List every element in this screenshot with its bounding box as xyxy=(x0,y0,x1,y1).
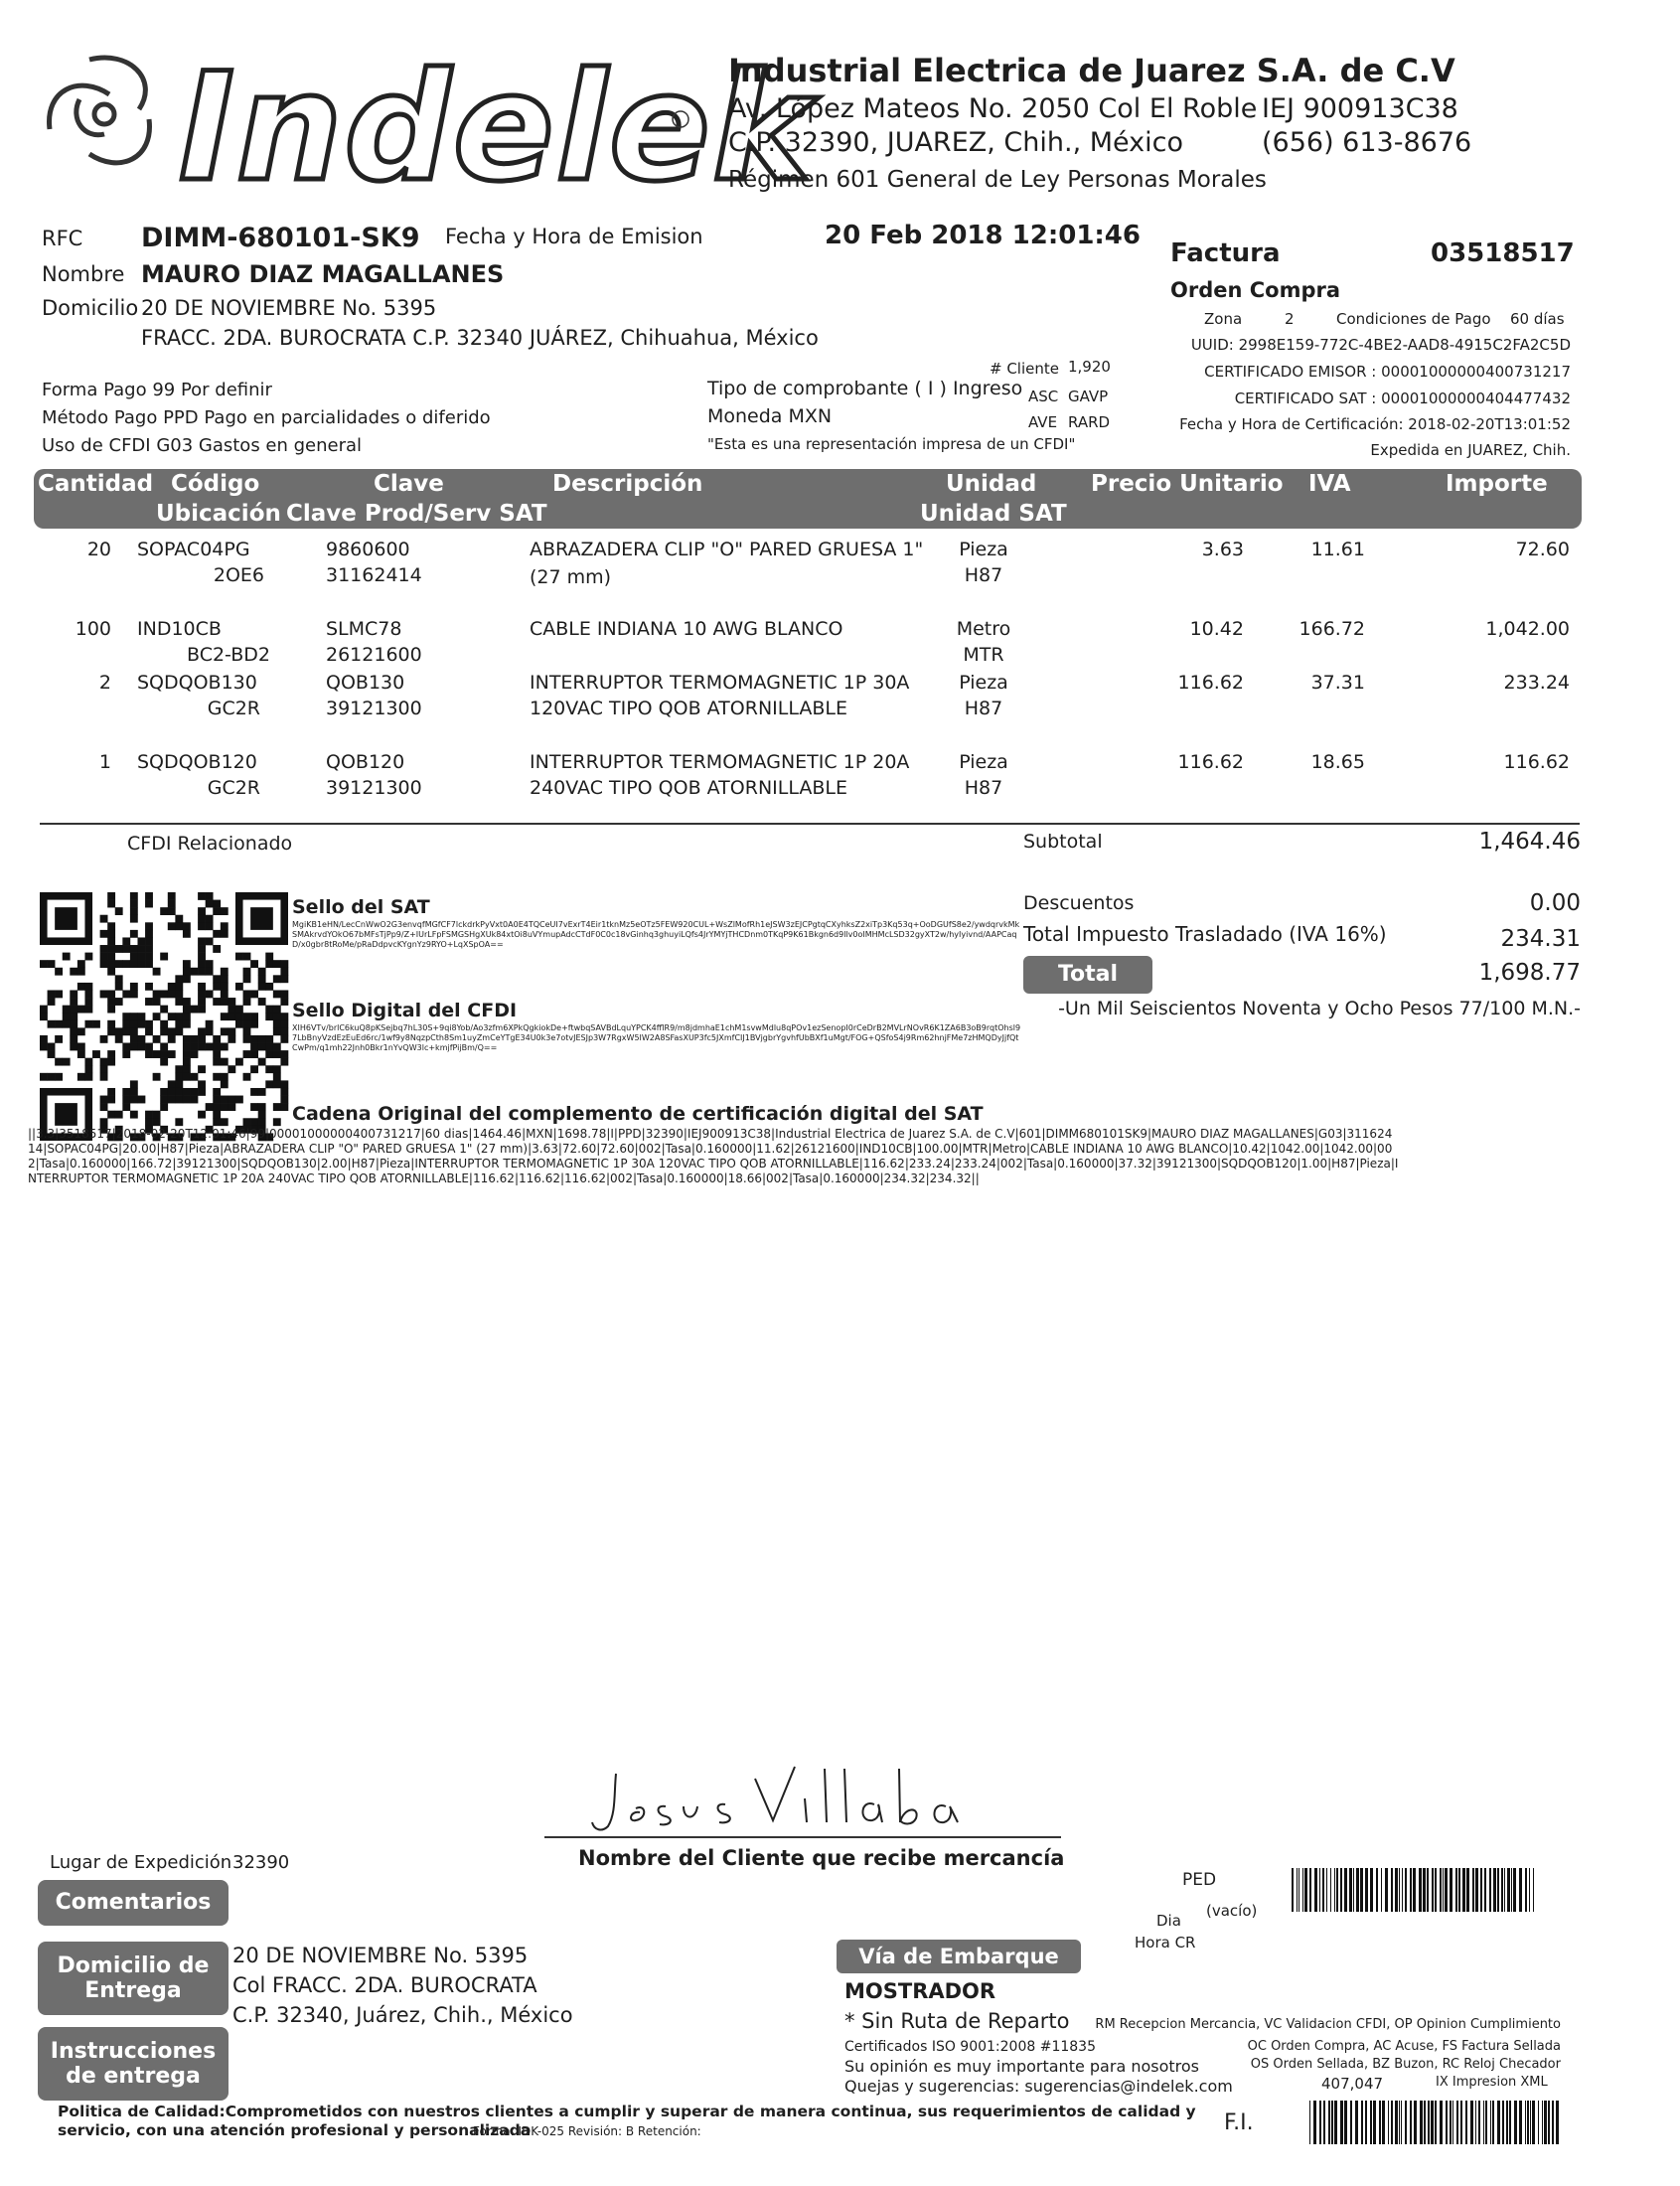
factura-number: 03518517 xyxy=(1431,238,1575,268)
orden-compra-label: Orden Compra xyxy=(1170,278,1341,302)
forma-revision: Forma: IDK-025 Revisión: B Retención: xyxy=(473,2124,701,2138)
client-rfc: DIMM-680101-SK9 xyxy=(141,223,420,253)
domicilio-entrega-line3: C.P. 32340, Juárez, Chih., México xyxy=(232,2003,573,2027)
row-cantidad: 2 xyxy=(98,672,111,694)
asc-label: ASC xyxy=(1028,388,1059,405)
fecha-label: Fecha y Hora de Emision xyxy=(445,225,703,248)
code-number: 407,047 xyxy=(1321,2075,1384,2093)
domicilio-label: Domicilio xyxy=(42,296,139,320)
mostrador-label: MOSTRADOR xyxy=(844,1979,996,2003)
row-importe: 233.24 xyxy=(1503,672,1570,694)
descuentos-label: Descuentos xyxy=(1023,892,1135,914)
row-unidad-sat: MTR xyxy=(963,644,1004,666)
vacio-label: (vacío) xyxy=(1206,1902,1258,1920)
quejas-text: Quejas y sugerencias: sugerencias@indelek.com xyxy=(844,2077,1233,2096)
row-cantidad: 100 xyxy=(75,618,111,640)
via-embarque-label: Vía de Embarque xyxy=(837,1940,1081,1973)
row-desc1: ABRAZADERA CLIP "O" PARED GRUESA 1" xyxy=(530,539,924,560)
qr-code-icon xyxy=(40,892,288,1141)
asc-value: GAVP xyxy=(1068,388,1109,405)
cliente-number: 1,920 xyxy=(1068,358,1111,376)
dia-label: Dia xyxy=(1156,1912,1181,1930)
total-en-letra: -Un Mil Seiscientos Noventa y Ocho Pesos 77/100 M.N.- xyxy=(1058,998,1581,1019)
total-value: 1,698.77 xyxy=(1478,960,1581,986)
lugar-expedicion-label: Lugar de Expedición xyxy=(50,1852,232,1873)
fi-label: F.I. xyxy=(1224,2110,1254,2135)
row-clave: 9860600 xyxy=(326,539,410,560)
company-logo xyxy=(30,40,814,215)
domicilio-entrega-label: Domicilio de Entrega xyxy=(38,1942,229,2015)
row-iva: 37.31 xyxy=(1310,672,1365,694)
row-unidad: Pieza xyxy=(959,672,1008,694)
client-address2: FRACC. 2DA. BUROCRATA C.P. 32340 JUÁREZ, Chihuahua, México xyxy=(141,326,819,350)
col-precio-unitario: Precio Unitario xyxy=(1091,471,1284,497)
domicilio-entrega-line2: Col FRACC. 2DA. BUROCRATA xyxy=(232,1973,537,1997)
factura-label: Factura xyxy=(1170,238,1281,268)
row-unidad-sat: H87 xyxy=(964,698,1003,719)
col-descripcion: Descripción xyxy=(552,471,703,497)
col-iva: IVA xyxy=(1308,471,1351,497)
row-clave: QOB120 xyxy=(326,751,405,773)
row-codigo: SQDQOB130 xyxy=(137,672,257,694)
row-clave: SLMC78 xyxy=(326,618,402,640)
row-codigo: IND10CB xyxy=(137,618,222,640)
row-unidad-sat: H87 xyxy=(964,564,1003,586)
subtotal-value: 1,464.46 xyxy=(1478,829,1581,855)
total-label: Total xyxy=(1023,956,1152,994)
impresion-xml: IX Impresion XML xyxy=(1436,2075,1548,2090)
row-iva: 166.72 xyxy=(1298,618,1365,640)
row-clave-prod: 39121300 xyxy=(326,777,422,799)
instrucciones-entrega-label: Instrucciones de entrega xyxy=(38,2027,229,2101)
certificados-iso: Certificados ISO 9001:2008 #11835 xyxy=(844,2039,1096,2055)
impuesto-value: 234.31 xyxy=(1500,926,1581,952)
row-ubicacion: BC2-BD2 xyxy=(187,644,270,666)
signature-image xyxy=(556,1749,1073,1838)
col-unidad: Unidad xyxy=(946,471,1037,497)
sello-sat-value: MgiKB1eHN/LecCnWwO2G3envqfMGfCF7lckdrkPyVxt0A0E4TQCeUI7vExrT4Eir1tknMz5eOTz5FEW920CUL+WsZlMofRh1eJSW3zEJCPgtqCXyhksZ2xiTp3Kq53q+OoDGUfS8e2/ywdqrvkMkSMAkrvdYOkO67bMFsTjPp9/Z+IUrLFpFSMGSHgXUk84xtOi8uVYmupAdcCTdF0C0c18vGinhq3ghuyiLQfs4JrYMYjTHCDnm0TKqP9K61Bkgn6d9llv0oIMHMcLSD32gyXT2w/hyIyivnd/AAPCaqD/x0gbr8tRoMe/pRaDdpvcKYgnYz9RYO+LqXSpOA== xyxy=(292,920,1020,949)
col-importe: Importe xyxy=(1446,471,1548,497)
col-ubicacion: Ubicación xyxy=(156,501,281,527)
sello-cfdi-label: Sello Digital del CFDI xyxy=(292,1000,518,1021)
nombre-label: Nombre xyxy=(42,262,125,286)
cadena-value: ||3.3|3518517|2018-02-20T12:01:46|99|00001000000400731217|60 dias|1464.46|MXN|1698.78|I|PPD|32390|IEJ900913C38|Industrial Electrica de Juarez S.A. de C.V|601|DIMM680101SK9|MAURO DIAZ MAGALLANES|G03|31162414|SOPAC04PG|20.00|H87|Pieza|ABRAZADERA CLIP "O" PARED GRUESA 1" (27 mm)|3.63|72.60|72.60|002|Tasa|0.160000|11.62|26121600|IND10CB|100.00|MTR|Metro|CABLE INDIANA 10 AWG BLANCO|10.42|1042.00|1042.00|002|Tasa|0.160000|166.72|39121300|SQDQOB130|2.00|H87|Pieza|INTERRUPTOR TERMOMAGNETIC 1P 30A 120VAC TIPO QOB ATORNILLABLE|116.62|233.24|233.24|002|Tasa|0.160000|37.32|39121300|SQDQOB120|1.00|H87|Pieza|INTERRUPTOR TERMOMAGNETIC 1P 20A 240VAC TIPO QOB ATORNILLABLE|116.62|116.62|116.62|002|Tasa|0.160000|18.66|002|Tasa|0.160000|234.32|234.32|| xyxy=(28,1127,1399,1185)
expedida-en: Expedida en JUAREZ, Chih. xyxy=(1370,441,1571,459)
rfc-label: RFC xyxy=(42,227,83,250)
barcode-icon xyxy=(1292,1868,1536,1912)
row-clave-prod: 31162414 xyxy=(326,564,422,586)
row-importe: 1,042.00 xyxy=(1485,618,1570,640)
row-cantidad: 20 xyxy=(86,539,111,560)
client-address1: 20 DE NOVIEMBRE No. 5395 xyxy=(141,296,437,320)
row-ubicacion: GC2R xyxy=(207,777,260,799)
row-ubicacion: GC2R xyxy=(207,698,260,719)
cfdi-leyenda: "Esta es una representación impresa de un CFDI" xyxy=(707,435,1076,453)
row-cantidad: 1 xyxy=(98,751,111,773)
row-iva: 18.65 xyxy=(1310,751,1365,773)
row-desc2: 240VAC TIPO QOB ATORNILLABLE xyxy=(530,777,847,799)
row-ubicacion: 2OE6 xyxy=(213,564,264,586)
company-name: Industrial Electrica de Juarez S.A. de C.V xyxy=(728,52,1455,89)
uso-cfdi: Uso de CFDI G03 Gastos en general xyxy=(42,435,363,456)
legend-line3: OS Orden Sellada, BZ Buzon, RC Reloj Checador xyxy=(1250,2057,1561,2072)
domicilio-entrega-line1: 20 DE NOVIEMBRE No. 5395 xyxy=(232,1944,529,1967)
ave-label: AVE xyxy=(1028,413,1058,431)
fecha-emision: 20 Feb 2018 12:01:46 xyxy=(825,221,1141,250)
cliente-label: # Cliente xyxy=(990,360,1059,378)
row-unidad: Pieza xyxy=(959,751,1008,773)
indelek-swirl-icon xyxy=(30,40,814,215)
col-clave: Clave xyxy=(374,471,444,497)
hora-label: Hora CR xyxy=(1135,1934,1196,1952)
company-address2: C.P. 32390, JUAREZ, Chih., México xyxy=(728,127,1184,158)
company-phone: (656) 613-8676 xyxy=(1262,127,1472,158)
cfdi-relacionado: CFDI Relacionado xyxy=(127,833,293,855)
row-importe: 72.60 xyxy=(1515,539,1570,560)
row-clave: QOB130 xyxy=(326,672,405,694)
politica-calidad: Politica de Calidad:Comprometidos con nuestros clientes a cumplir y superar de manera continua, sus requerimientos de calidad y servicio, con una atención profesional y personalizada xyxy=(58,2103,1196,2139)
logo-wordmark: Indelek xyxy=(179,42,814,215)
row-desc1: CABLE INDIANA 10 AWG BLANCO xyxy=(530,618,843,640)
col-codigo: Código xyxy=(171,471,260,497)
signature-caption: Nombre del Cliente que recibe mercancía xyxy=(578,1846,1065,1870)
company-address1: Av. López Mateos No. 2050 Col El Roble xyxy=(728,93,1258,124)
row-clave-prod: 26121600 xyxy=(326,644,422,666)
row-precio: 10.42 xyxy=(1189,618,1244,640)
condiciones-label: Condiciones de Pago xyxy=(1336,310,1491,328)
lugar-expedicion-value: 32390 xyxy=(232,1852,290,1873)
row-precio: 116.62 xyxy=(1177,672,1244,694)
impuesto-label: Total Impuesto Trasladado (IVA 16%) xyxy=(1023,922,1387,946)
row-importe: 116.62 xyxy=(1503,751,1570,773)
table-divider xyxy=(40,823,1580,825)
row-desc1: INTERRUPTOR TERMOMAGNETIC 1P 20A xyxy=(530,751,910,773)
row-unidad-sat: H87 xyxy=(964,777,1003,799)
barcode-icon xyxy=(1309,2101,1558,2144)
company-rfc: IEJ 900913C38 xyxy=(1262,93,1458,124)
col-unidad-sat: Unidad SAT xyxy=(920,501,1067,527)
company-regimen: Régimen 601 General de Ley Personas Morales xyxy=(728,167,1267,193)
row-desc1: INTERRUPTOR TERMOMAGNETIC 1P 30A xyxy=(530,672,910,694)
signature-line xyxy=(544,1836,1061,1838)
row-precio: 116.62 xyxy=(1177,751,1244,773)
uuid: UUID: 2998E159-772C-4BE2-AAD8-4915C2FA2C5D xyxy=(1190,336,1571,354)
tipo-comprobante: Tipo de comprobante ( I ) Ingreso xyxy=(707,378,1023,399)
zona-value: 2 xyxy=(1285,310,1295,328)
cadena-label: Cadena Original del complemento de certificación digital del SAT xyxy=(292,1103,984,1125)
row-desc2: (27 mm) xyxy=(530,566,612,588)
sello-cfdi-value: XIH6VTv/brlC6kuQ8pKSejbq7hL30S+9qi8Yob/Ao3zfm6XPkQgkiokDe+ftwbqSAVBdLquYPCK4fflR9/m8jdmhaE1chM1svwMdlu8qPOv1ezSenopI0rCeDrB2MVLrNOvR6K1ZA6B3oB9rqtOhsl97LbBnyVzdEzEuEd6rc/1wf9y8NqzpCth8Sm1uyZmCeYTgE34U0k3e7otvJESJp3W7RgxW5IW2A8SFasXUP3fc5JXmfCIJ1BVjgbrYgvhfUbBXf1uMgt/FOG+QSfoS4j9Rm62hnjFMe7zHMQDyJjfQtCwPm/q1mh22Jnh0Bkr1nYvQW3lc+kmjfPijBm/Q== xyxy=(292,1023,1021,1052)
zona-label: Zona xyxy=(1204,310,1243,328)
sello-sat-label: Sello del SAT xyxy=(292,896,430,918)
ave-value: RARD xyxy=(1068,413,1111,431)
condiciones-value: 60 días xyxy=(1510,310,1565,328)
row-unidad: Pieza xyxy=(959,539,1008,560)
fecha-certificacion: Fecha y Hora de Certificación: 2018-02-20T13:01:52 xyxy=(1179,415,1571,433)
col-cantidad: Cantidad xyxy=(38,471,154,497)
row-clave-prod: 39121300 xyxy=(326,698,422,719)
sin-ruta-label: * Sin Ruta de Reparto xyxy=(844,2009,1070,2033)
metodo-pago: Método Pago PPD Pago en parcialidades o diferido xyxy=(42,407,491,428)
comentarios-label: Comentarios xyxy=(38,1880,229,1926)
certificado-emisor: CERTIFICADO EMISOR : 00001000000400731217 xyxy=(1204,363,1571,381)
descuentos-value: 0.00 xyxy=(1529,890,1581,916)
forma-pago: Forma Pago 99 Por definir xyxy=(42,380,272,400)
opinion-text: Su opinión es muy importante para nosotros xyxy=(844,2057,1200,2076)
row-codigo: SOPAC04PG xyxy=(137,539,250,560)
legend-line2: OC Orden Compra, AC Acuse, FS Factura Sellada xyxy=(1247,2039,1561,2054)
row-desc2: 120VAC TIPO QOB ATORNILLABLE xyxy=(530,698,847,719)
col-clave-prod: Clave Prod/Serv SAT xyxy=(286,501,547,527)
ped-label: PED xyxy=(1182,1870,1217,1890)
legend-line1: RM Recepcion Mercancia, VC Validacion CFDI, OP Opinion Cumplimiento xyxy=(1095,2017,1561,2032)
row-precio: 3.63 xyxy=(1201,539,1244,560)
client-name: MAURO DIAZ MAGALLANES xyxy=(141,260,505,288)
certificado-sat: CERTIFICADO SAT : 00001000000404477432 xyxy=(1234,390,1571,407)
moneda: Moneda MXN xyxy=(707,405,833,427)
subtotal-label: Subtotal xyxy=(1023,831,1103,853)
row-codigo: SQDQOB120 xyxy=(137,751,257,773)
row-iva: 11.61 xyxy=(1310,539,1365,560)
row-unidad: Metro xyxy=(956,618,1011,640)
